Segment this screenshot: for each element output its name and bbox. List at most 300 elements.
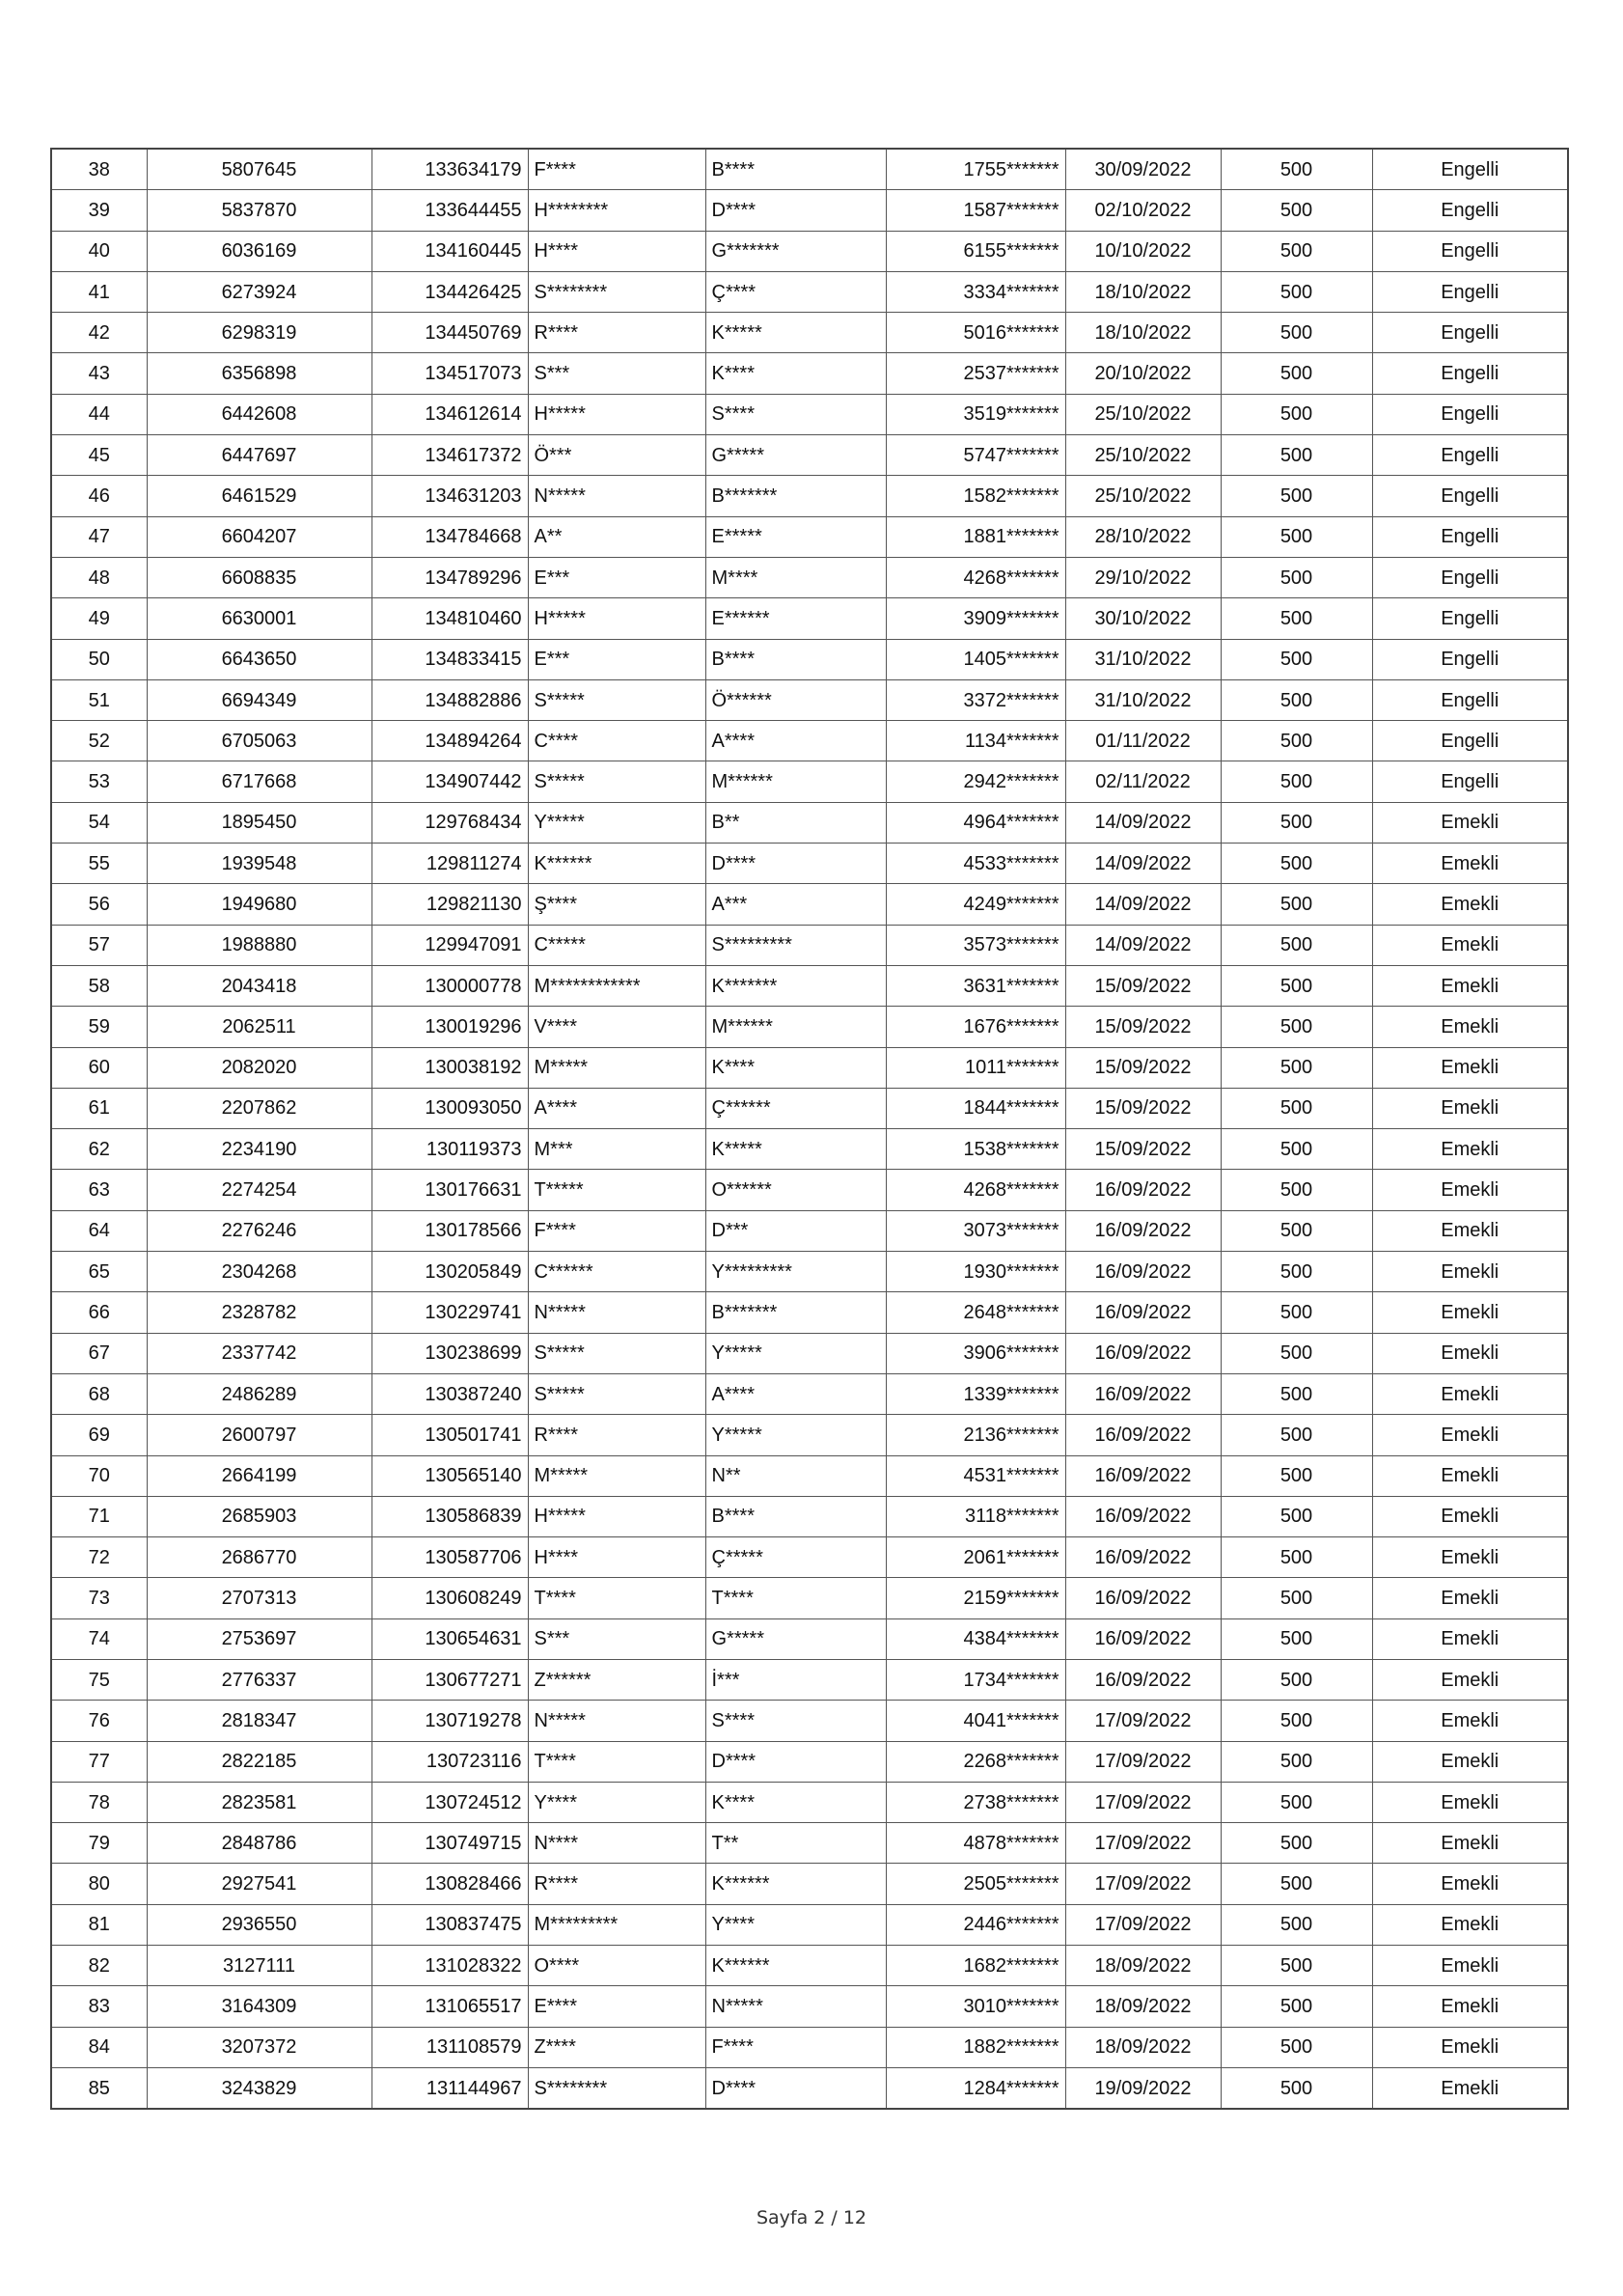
reference-number-cell: 131108579 [371,2027,528,2067]
masked-id-cell: 1930******* [886,1252,1065,1292]
reference-number-cell: 130587706 [371,1537,528,1578]
category-cell: Emekli [1372,1088,1568,1128]
category-cell: Emekli [1372,1618,1568,1659]
masked-id-cell: 3118******* [886,1496,1065,1536]
application-number-cell: 6705063 [147,721,371,761]
date-cell: 29/10/2022 [1065,557,1221,597]
masked-name-cell: N***** [528,1701,705,1741]
category-cell: Engelli [1372,313,1568,353]
application-number-cell: 6604207 [147,516,371,557]
masked-name-cell: M*** [528,1129,705,1170]
masked-name-cell: Y**** [528,1782,705,1822]
table-row [51,761,1568,802]
masked-surname-cell: D**** [705,1741,886,1782]
date-cell: 16/09/2022 [1065,1415,1221,1455]
amount-cell: 500 [1221,1170,1372,1210]
application-number-cell: 2274254 [147,1170,371,1210]
date-cell: 16/09/2022 [1065,1537,1221,1578]
row-number-cell: 71 [51,1496,147,1536]
application-number-cell: 2823581 [147,1782,371,1822]
masked-name-cell: Y***** [528,802,705,843]
table-row [51,1007,1568,1047]
amount-cell: 500 [1221,516,1372,557]
application-number-cell: 6036169 [147,231,371,271]
reference-number-cell: 131065517 [371,1986,528,2027]
date-cell: 31/10/2022 [1065,639,1221,679]
table-row [51,721,1568,761]
date-cell: 17/09/2022 [1065,1782,1221,1822]
masked-name-cell: T**** [528,1578,705,1618]
category-cell: Emekli [1372,1864,1568,1904]
table-row [51,149,1568,190]
reference-number-cell: 134882886 [371,679,528,720]
date-cell: 30/09/2022 [1065,149,1221,190]
row-number-cell: 68 [51,1373,147,1414]
row-number-cell: 79 [51,1823,147,1864]
category-cell: Emekli [1372,1292,1568,1333]
amount-cell: 500 [1221,353,1372,394]
row-number-cell: 52 [51,721,147,761]
masked-id-cell: 2268******* [886,1741,1065,1782]
application-number-cell: 2486289 [147,1373,371,1414]
masked-id-cell: 4249******* [886,884,1065,925]
date-cell: 16/09/2022 [1065,1252,1221,1292]
table-row [51,1741,1568,1782]
row-number-cell: 42 [51,313,147,353]
masked-id-cell: 2159******* [886,1578,1065,1618]
amount-cell: 500 [1221,1904,1372,1945]
row-number-cell: 40 [51,231,147,271]
amount-cell: 500 [1221,435,1372,476]
application-number-cell: 2600797 [147,1415,371,1455]
masked-surname-cell: Ç***** [705,1537,886,1578]
masked-name-cell: S***** [528,761,705,802]
application-number-cell: 3127111 [147,1946,371,1986]
masked-surname-cell: K**** [705,1047,886,1088]
table-row [51,476,1568,516]
masked-id-cell: 2061******* [886,1537,1065,1578]
reference-number-cell: 131144967 [371,2067,528,2109]
amount-cell: 500 [1221,1496,1372,1536]
masked-name-cell: E**** [528,1986,705,2027]
amount-cell: 500 [1221,231,1372,271]
reference-number-cell: 133634179 [371,149,528,190]
date-cell: 14/09/2022 [1065,844,1221,884]
reference-number-cell: 130387240 [371,1373,528,1414]
records-body [51,149,1568,2109]
row-number-cell: 47 [51,516,147,557]
reference-number-cell: 130501741 [371,1415,528,1455]
amount-cell: 500 [1221,1088,1372,1128]
row-number-cell: 58 [51,965,147,1006]
category-cell: Emekli [1372,1946,1568,1986]
masked-surname-cell: M****** [705,761,886,802]
masked-id-cell: 5016******* [886,313,1065,353]
masked-id-cell: 2136******* [886,1415,1065,1455]
row-number-cell: 74 [51,1618,147,1659]
amount-cell: 500 [1221,1373,1372,1414]
table-row [51,2027,1568,2067]
masked-surname-cell: K****** [705,1864,886,1904]
table-row [51,190,1568,231]
masked-surname-cell: B**** [705,1496,886,1536]
reference-number-cell: 129821130 [371,884,528,925]
application-number-cell: 2822185 [147,1741,371,1782]
amount-cell: 500 [1221,1986,1372,2027]
date-cell: 16/09/2022 [1065,1292,1221,1333]
reference-number-cell: 130749715 [371,1823,528,1864]
table-row [51,1823,1568,1864]
masked-name-cell: H***** [528,394,705,434]
masked-surname-cell: Y**** [705,1904,886,1945]
row-number-cell: 83 [51,1986,147,2027]
amount-cell: 500 [1221,557,1372,597]
row-number-cell: 44 [51,394,147,434]
amount-cell: 500 [1221,1455,1372,1496]
amount-cell: 500 [1221,1047,1372,1088]
masked-name-cell: R**** [528,1864,705,1904]
application-number-cell: 3164309 [147,1986,371,2027]
application-number-cell: 2328782 [147,1292,371,1333]
masked-id-cell: 4878******* [886,1823,1065,1864]
reference-number-cell: 130828466 [371,1864,528,1904]
application-number-cell: 2337742 [147,1333,371,1373]
application-number-cell: 2062511 [147,1007,371,1047]
reference-number-cell: 133644455 [371,190,528,231]
masked-name-cell: Z****** [528,1659,705,1700]
masked-name-cell: C**** [528,721,705,761]
category-cell: Emekli [1372,1986,1568,2027]
category-cell: Emekli [1372,925,1568,965]
masked-id-cell: 1676******* [886,1007,1065,1047]
amount-cell: 500 [1221,476,1372,516]
category-cell: Emekli [1372,1537,1568,1578]
masked-id-cell: 3372******* [886,679,1065,720]
table-row [51,802,1568,843]
masked-name-cell: M********* [528,1904,705,1945]
date-cell: 02/11/2022 [1065,761,1221,802]
application-number-cell: 2234190 [147,1129,371,1170]
reference-number-cell: 130565140 [371,1455,528,1496]
table-row [51,1292,1568,1333]
table-row [51,1252,1568,1292]
masked-name-cell: N***** [528,1292,705,1333]
reference-number-cell: 129811274 [371,844,528,884]
masked-name-cell: F**** [528,149,705,190]
category-cell: Emekli [1372,1741,1568,1782]
reference-number-cell: 134612614 [371,394,528,434]
date-cell: 14/09/2022 [1065,802,1221,843]
table-row [51,1170,1568,1210]
row-number-cell: 65 [51,1252,147,1292]
table-row [51,639,1568,679]
category-cell: Emekli [1372,2027,1568,2067]
table-row [51,516,1568,557]
masked-id-cell: 4964******* [886,802,1065,843]
date-cell: 19/09/2022 [1065,2067,1221,2109]
row-number-cell: 64 [51,1210,147,1251]
reference-number-cell: 130019296 [371,1007,528,1047]
amount-cell: 500 [1221,965,1372,1006]
date-cell: 16/09/2022 [1065,1496,1221,1536]
row-number-cell: 55 [51,844,147,884]
date-cell: 02/10/2022 [1065,190,1221,231]
reference-number-cell: 130229741 [371,1292,528,1333]
reference-number-cell: 134907442 [371,761,528,802]
row-number-cell: 70 [51,1455,147,1496]
table-row [51,394,1568,434]
masked-id-cell: 4041******* [886,1701,1065,1741]
masked-id-cell: 1339******* [886,1373,1065,1414]
application-number-cell: 2685903 [147,1496,371,1536]
table-row [51,1578,1568,1618]
date-cell: 18/10/2022 [1065,271,1221,312]
masked-name-cell: R**** [528,313,705,353]
masked-name-cell: C****** [528,1252,705,1292]
application-number-cell: 3243829 [147,2067,371,2109]
row-number-cell: 66 [51,1292,147,1333]
amount-cell: 500 [1221,1823,1372,1864]
category-cell: Engelli [1372,435,1568,476]
date-cell: 20/10/2022 [1065,353,1221,394]
application-number-cell: 1895450 [147,802,371,843]
masked-id-cell: 1755******* [886,149,1065,190]
date-cell: 16/09/2022 [1065,1659,1221,1700]
masked-surname-cell: K**** [705,1782,886,1822]
table-row [51,679,1568,720]
reference-number-cell: 129947091 [371,925,528,965]
application-number-cell: 2276246 [147,1210,371,1251]
row-number-cell: 75 [51,1659,147,1700]
masked-id-cell: 4384******* [886,1618,1065,1659]
application-number-cell: 1988880 [147,925,371,965]
category-cell: Emekli [1372,965,1568,1006]
reference-number-cell: 130586839 [371,1496,528,1536]
row-number-cell: 61 [51,1088,147,1128]
masked-surname-cell: D**** [705,2067,886,2109]
category-cell: Emekli [1372,1496,1568,1536]
row-number-cell: 46 [51,476,147,516]
masked-name-cell: H******** [528,190,705,231]
masked-name-cell: S*** [528,353,705,394]
masked-id-cell: 2537******* [886,353,1065,394]
amount-cell: 500 [1221,598,1372,639]
date-cell: 25/10/2022 [1065,476,1221,516]
date-cell: 17/09/2022 [1065,1823,1221,1864]
row-number-cell: 56 [51,884,147,925]
masked-name-cell: M***** [528,1047,705,1088]
masked-id-cell: 5747******* [886,435,1065,476]
masked-id-cell: 4268******* [886,557,1065,597]
masked-name-cell: S******** [528,271,705,312]
reference-number-cell: 130654631 [371,1618,528,1659]
application-number-cell: 2043418 [147,965,371,1006]
table-row [51,1904,1568,1945]
category-cell: Engelli [1372,353,1568,394]
reference-number-cell: 130178566 [371,1210,528,1251]
amount-cell: 500 [1221,721,1372,761]
row-number-cell: 43 [51,353,147,394]
category-cell: Engelli [1372,271,1568,312]
amount-cell: 500 [1221,761,1372,802]
amount-cell: 500 [1221,190,1372,231]
amount-cell: 500 [1221,1578,1372,1618]
table-row [51,1496,1568,1536]
category-cell: Emekli [1372,1333,1568,1373]
masked-surname-cell: K**** [705,353,886,394]
application-number-cell: 6643650 [147,639,371,679]
masked-name-cell: A** [528,516,705,557]
date-cell: 10/10/2022 [1065,231,1221,271]
amount-cell: 500 [1221,313,1372,353]
amount-cell: 500 [1221,1701,1372,1741]
reference-number-cell: 134810460 [371,598,528,639]
reference-number-cell: 129768434 [371,802,528,843]
masked-surname-cell: D**** [705,844,886,884]
category-cell: Engelli [1372,394,1568,434]
date-cell: 16/09/2022 [1065,1170,1221,1210]
masked-surname-cell: B**** [705,149,886,190]
reference-number-cell: 130205849 [371,1252,528,1292]
date-cell: 18/10/2022 [1065,313,1221,353]
masked-name-cell: H***** [528,1496,705,1536]
date-cell: 25/10/2022 [1065,394,1221,434]
masked-id-cell: 2648******* [886,1292,1065,1333]
reference-number-cell: 130038192 [371,1047,528,1088]
reference-number-cell: 130119373 [371,1129,528,1170]
table-row [51,435,1568,476]
masked-name-cell: H**** [528,231,705,271]
reference-number-cell: 134784668 [371,516,528,557]
masked-surname-cell: Ç**** [705,271,886,312]
table-row [51,1864,1568,1904]
table-row [51,1946,1568,1986]
application-number-cell: 2082020 [147,1047,371,1088]
masked-id-cell: 4533******* [886,844,1065,884]
row-number-cell: 38 [51,149,147,190]
table-row [51,1415,1568,1455]
masked-id-cell: 1134******* [886,721,1065,761]
page-number: Sayfa 2 / 12 [756,2207,867,2228]
table-row [51,1618,1568,1659]
table-row [51,1333,1568,1373]
date-cell: 17/09/2022 [1065,1904,1221,1945]
row-number-cell: 84 [51,2027,147,2067]
table-row [51,925,1568,965]
application-number-cell: 2207862 [147,1088,371,1128]
masked-id-cell: 2738******* [886,1782,1065,1822]
application-number-cell: 2707313 [147,1578,371,1618]
row-number-cell: 72 [51,1537,147,1578]
category-cell: Emekli [1372,1782,1568,1822]
masked-id-cell: 3909******* [886,598,1065,639]
reference-number-cell: 131028322 [371,1946,528,1986]
masked-surname-cell: K***** [705,1129,886,1170]
date-cell: 16/09/2022 [1065,1618,1221,1659]
masked-name-cell: Ö*** [528,435,705,476]
category-cell: Emekli [1372,1659,1568,1700]
category-cell: Emekli [1372,2067,1568,2109]
masked-id-cell: 2505******* [886,1864,1065,1904]
masked-name-cell: T***** [528,1170,705,1210]
reference-number-cell: 130608249 [371,1578,528,1618]
row-number-cell: 73 [51,1578,147,1618]
date-cell: 14/09/2022 [1065,884,1221,925]
table-row [51,353,1568,394]
date-cell: 16/09/2022 [1065,1578,1221,1618]
reference-number-cell: 130176631 [371,1170,528,1210]
masked-id-cell: 1011******* [886,1047,1065,1088]
row-number-cell: 50 [51,639,147,679]
masked-id-cell: 2942******* [886,761,1065,802]
masked-surname-cell: A*** [705,884,886,925]
masked-surname-cell: E****** [705,598,886,639]
application-number-cell: 6273924 [147,271,371,312]
masked-surname-cell: F**** [705,2027,886,2067]
row-number-cell: 45 [51,435,147,476]
category-cell: Emekli [1372,1373,1568,1414]
application-number-cell: 2848786 [147,1823,371,1864]
masked-id-cell: 1538******* [886,1129,1065,1170]
masked-name-cell: E*** [528,557,705,597]
masked-id-cell: 4268******* [886,1170,1065,1210]
masked-surname-cell: M**** [705,557,886,597]
category-cell: Engelli [1372,679,1568,720]
reference-number-cell: 134789296 [371,557,528,597]
masked-name-cell: Ş**** [528,884,705,925]
masked-surname-cell: M****** [705,1007,886,1047]
masked-surname-cell: E***** [705,516,886,557]
table-row [51,965,1568,1006]
masked-name-cell: R**** [528,1415,705,1455]
category-cell: Emekli [1372,1701,1568,1741]
date-cell: 14/09/2022 [1065,925,1221,965]
date-cell: 16/09/2022 [1065,1455,1221,1496]
masked-name-cell: M************ [528,965,705,1006]
table-row [51,1659,1568,1700]
masked-surname-cell: A**** [705,721,886,761]
table-row [51,1701,1568,1741]
amount-cell: 500 [1221,394,1372,434]
row-number-cell: 59 [51,1007,147,1047]
masked-id-cell: 4531******* [886,1455,1065,1496]
masked-id-cell: 1582******* [886,476,1065,516]
application-number-cell: 6694349 [147,679,371,720]
reference-number-cell: 130724512 [371,1782,528,1822]
table-row [51,844,1568,884]
row-number-cell: 85 [51,2067,147,2109]
masked-surname-cell: A**** [705,1373,886,1414]
category-cell: Engelli [1372,476,1568,516]
table-row [51,598,1568,639]
date-cell: 16/09/2022 [1065,1373,1221,1414]
row-number-cell: 78 [51,1782,147,1822]
masked-name-cell: C***** [528,925,705,965]
masked-id-cell: 1284******* [886,2067,1065,2109]
masked-surname-cell: B******* [705,476,886,516]
application-number-cell: 6461529 [147,476,371,516]
masked-name-cell: H***** [528,598,705,639]
masked-surname-cell: Y***** [705,1333,886,1373]
category-cell: Engelli [1372,231,1568,271]
masked-name-cell: S***** [528,1373,705,1414]
table-row [51,1047,1568,1088]
reference-number-cell: 130000778 [371,965,528,1006]
category-cell: Engelli [1372,598,1568,639]
records-table [50,148,1569,2110]
masked-name-cell: N***** [528,476,705,516]
amount-cell: 500 [1221,1210,1372,1251]
